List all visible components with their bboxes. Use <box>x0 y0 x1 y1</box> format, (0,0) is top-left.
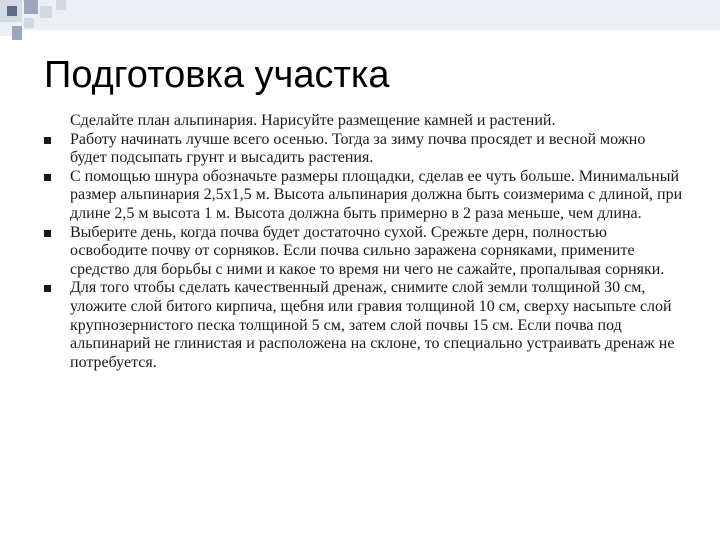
bullet-text: Работу начинать лучше всего осенью. Тогда за зиму почва просядет и весной можно будет подсыпать грунт и высадить растения. <box>70 130 646 167</box>
list-item <box>44 279 684 372</box>
decoration-square <box>7 6 17 16</box>
bullet-list <box>44 131 684 373</box>
bullet-text: С помощью шнура обозначьте размеры площадки, сделав ее чуть больше. Минимальный размер альпинария 2,5х1,5 м. Высота альпинария должна быть соизмерима с длиной, при длине 2,5 м высота 1 м. Высота должна быть примерно в 2 раза меньше, чем длина. <box>70 167 683 222</box>
list-item <box>44 131 684 168</box>
decoration-band <box>0 0 720 30</box>
decoration-square <box>12 26 22 40</box>
decoration-square <box>56 0 66 10</box>
decoration-square <box>24 18 34 28</box>
square-bullet-icon <box>44 137 51 144</box>
header-decoration <box>0 0 720 44</box>
bullet-text: Для того чтобы сделать качественный дренаж, снимите слой земли толщиной 30 см, уложите слой битого кирпича, щебня или гравия толщиной 10 см, сверху насыпьте слой крупнозернистого песка толщиной 5 см, затем слой почвы 15 см. Если почва под альпинарий не глинистая и расположена на склоне, то специально устраивать дренаж не потребуется. <box>70 279 675 371</box>
bullet-text: Выберите день, когда почва будет достаточно сухой. Срежьте дерн, полностью освободите почву от сорняков. Если почва сильно заражена сорняками, примените средство для борьбы с ними и какое то время ни чего не сажайте, пропалывая сорняки. <box>70 223 665 278</box>
decoration-square <box>40 6 52 18</box>
square-bullet-icon <box>44 285 51 292</box>
slide-title: Подготовка участка <box>44 54 390 96</box>
list-item <box>44 224 684 280</box>
decoration-square <box>24 0 38 14</box>
list-item <box>44 168 684 224</box>
square-bullet-icon <box>44 174 51 181</box>
square-bullet-icon <box>44 230 51 237</box>
slide-body <box>44 112 684 372</box>
intro-text: Сделайте план альпинария. Нарисуйте размещение камней и растений. <box>70 112 556 129</box>
decoration-square <box>0 24 12 36</box>
